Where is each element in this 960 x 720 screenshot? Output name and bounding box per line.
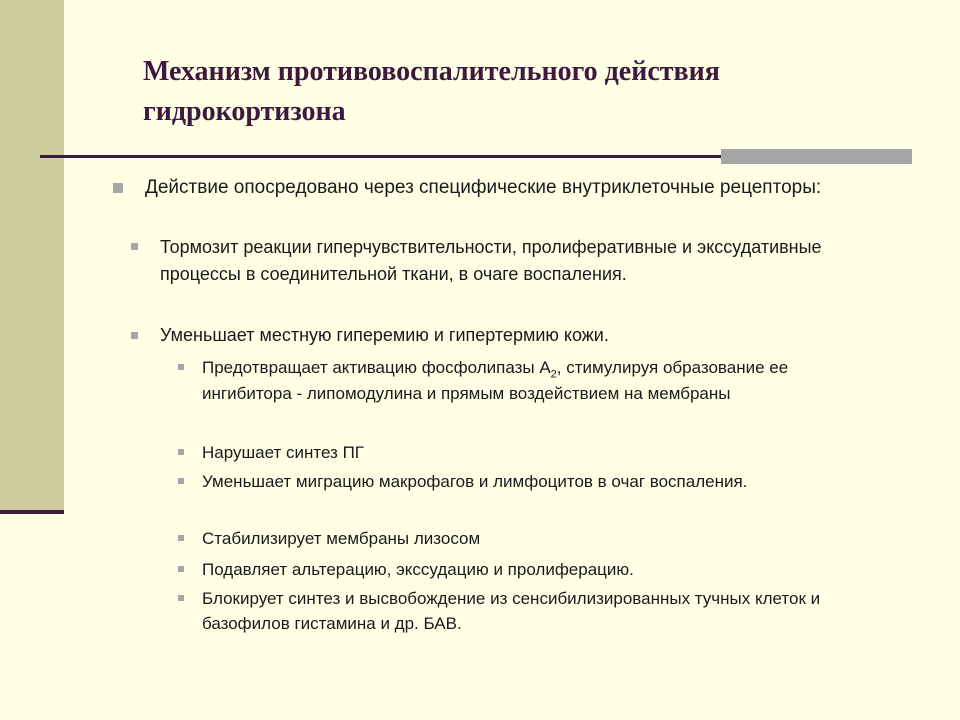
- list-item: [202, 355, 802, 407]
- title-divider-accent: [721, 149, 912, 164]
- left-band-underline: [0, 510, 64, 514]
- subscript: 2: [550, 368, 557, 381]
- list-item: Подавляет альтерацию, экссудацию и пролиферацию.: [202, 560, 634, 579]
- bullet-square-icon: [178, 478, 184, 484]
- bullet-square-icon: [178, 364, 184, 370]
- slide-title: Механизм противовоспалительного действия гидрокортизона: [143, 56, 720, 127]
- list-item: Блокирует синтез и высвобождение из сенсибилизированных тучных клеток и базофилов гистамина и др. БАВ.: [202, 589, 821, 633]
- bullet-square-icon: [178, 535, 184, 541]
- bullet-square-icon: [131, 332, 138, 339]
- list-item: Нарушает синтез ПГ: [202, 443, 364, 462]
- left-decorative-band: [0, 0, 64, 512]
- bullet-square-icon: [178, 449, 184, 455]
- list-item: Тормозит реакции гиперчувствительности, пролиферативные и экссудативные процессы в соединительной ткани, в очаге воспаления.: [160, 237, 822, 284]
- list-item: Уменьшает миграцию макрофагов и лимфоцитов в очаг воспаления.: [202, 472, 748, 491]
- list-item-text-after: , стимулируя образование ее ингибитора - липомодулина и прямым воздействием на мембраны: [202, 358, 789, 403]
- bullet-square-icon: [178, 595, 184, 601]
- bullet-square-icon: [178, 566, 184, 572]
- list-item: Уменьшает местную гиперемию и гипертермию кожи.: [160, 325, 609, 345]
- bullet-square-icon: [131, 243, 138, 250]
- bullet-square-icon: [113, 183, 123, 193]
- list-item: Действие опосредовано через специфические внутриклеточные рецепторы:: [145, 177, 822, 198]
- list-item: Стабилизирует мембраны лизосом: [202, 529, 481, 548]
- list-item-text-before: Предотвращает активацию фосфолипазы А: [202, 358, 551, 377]
